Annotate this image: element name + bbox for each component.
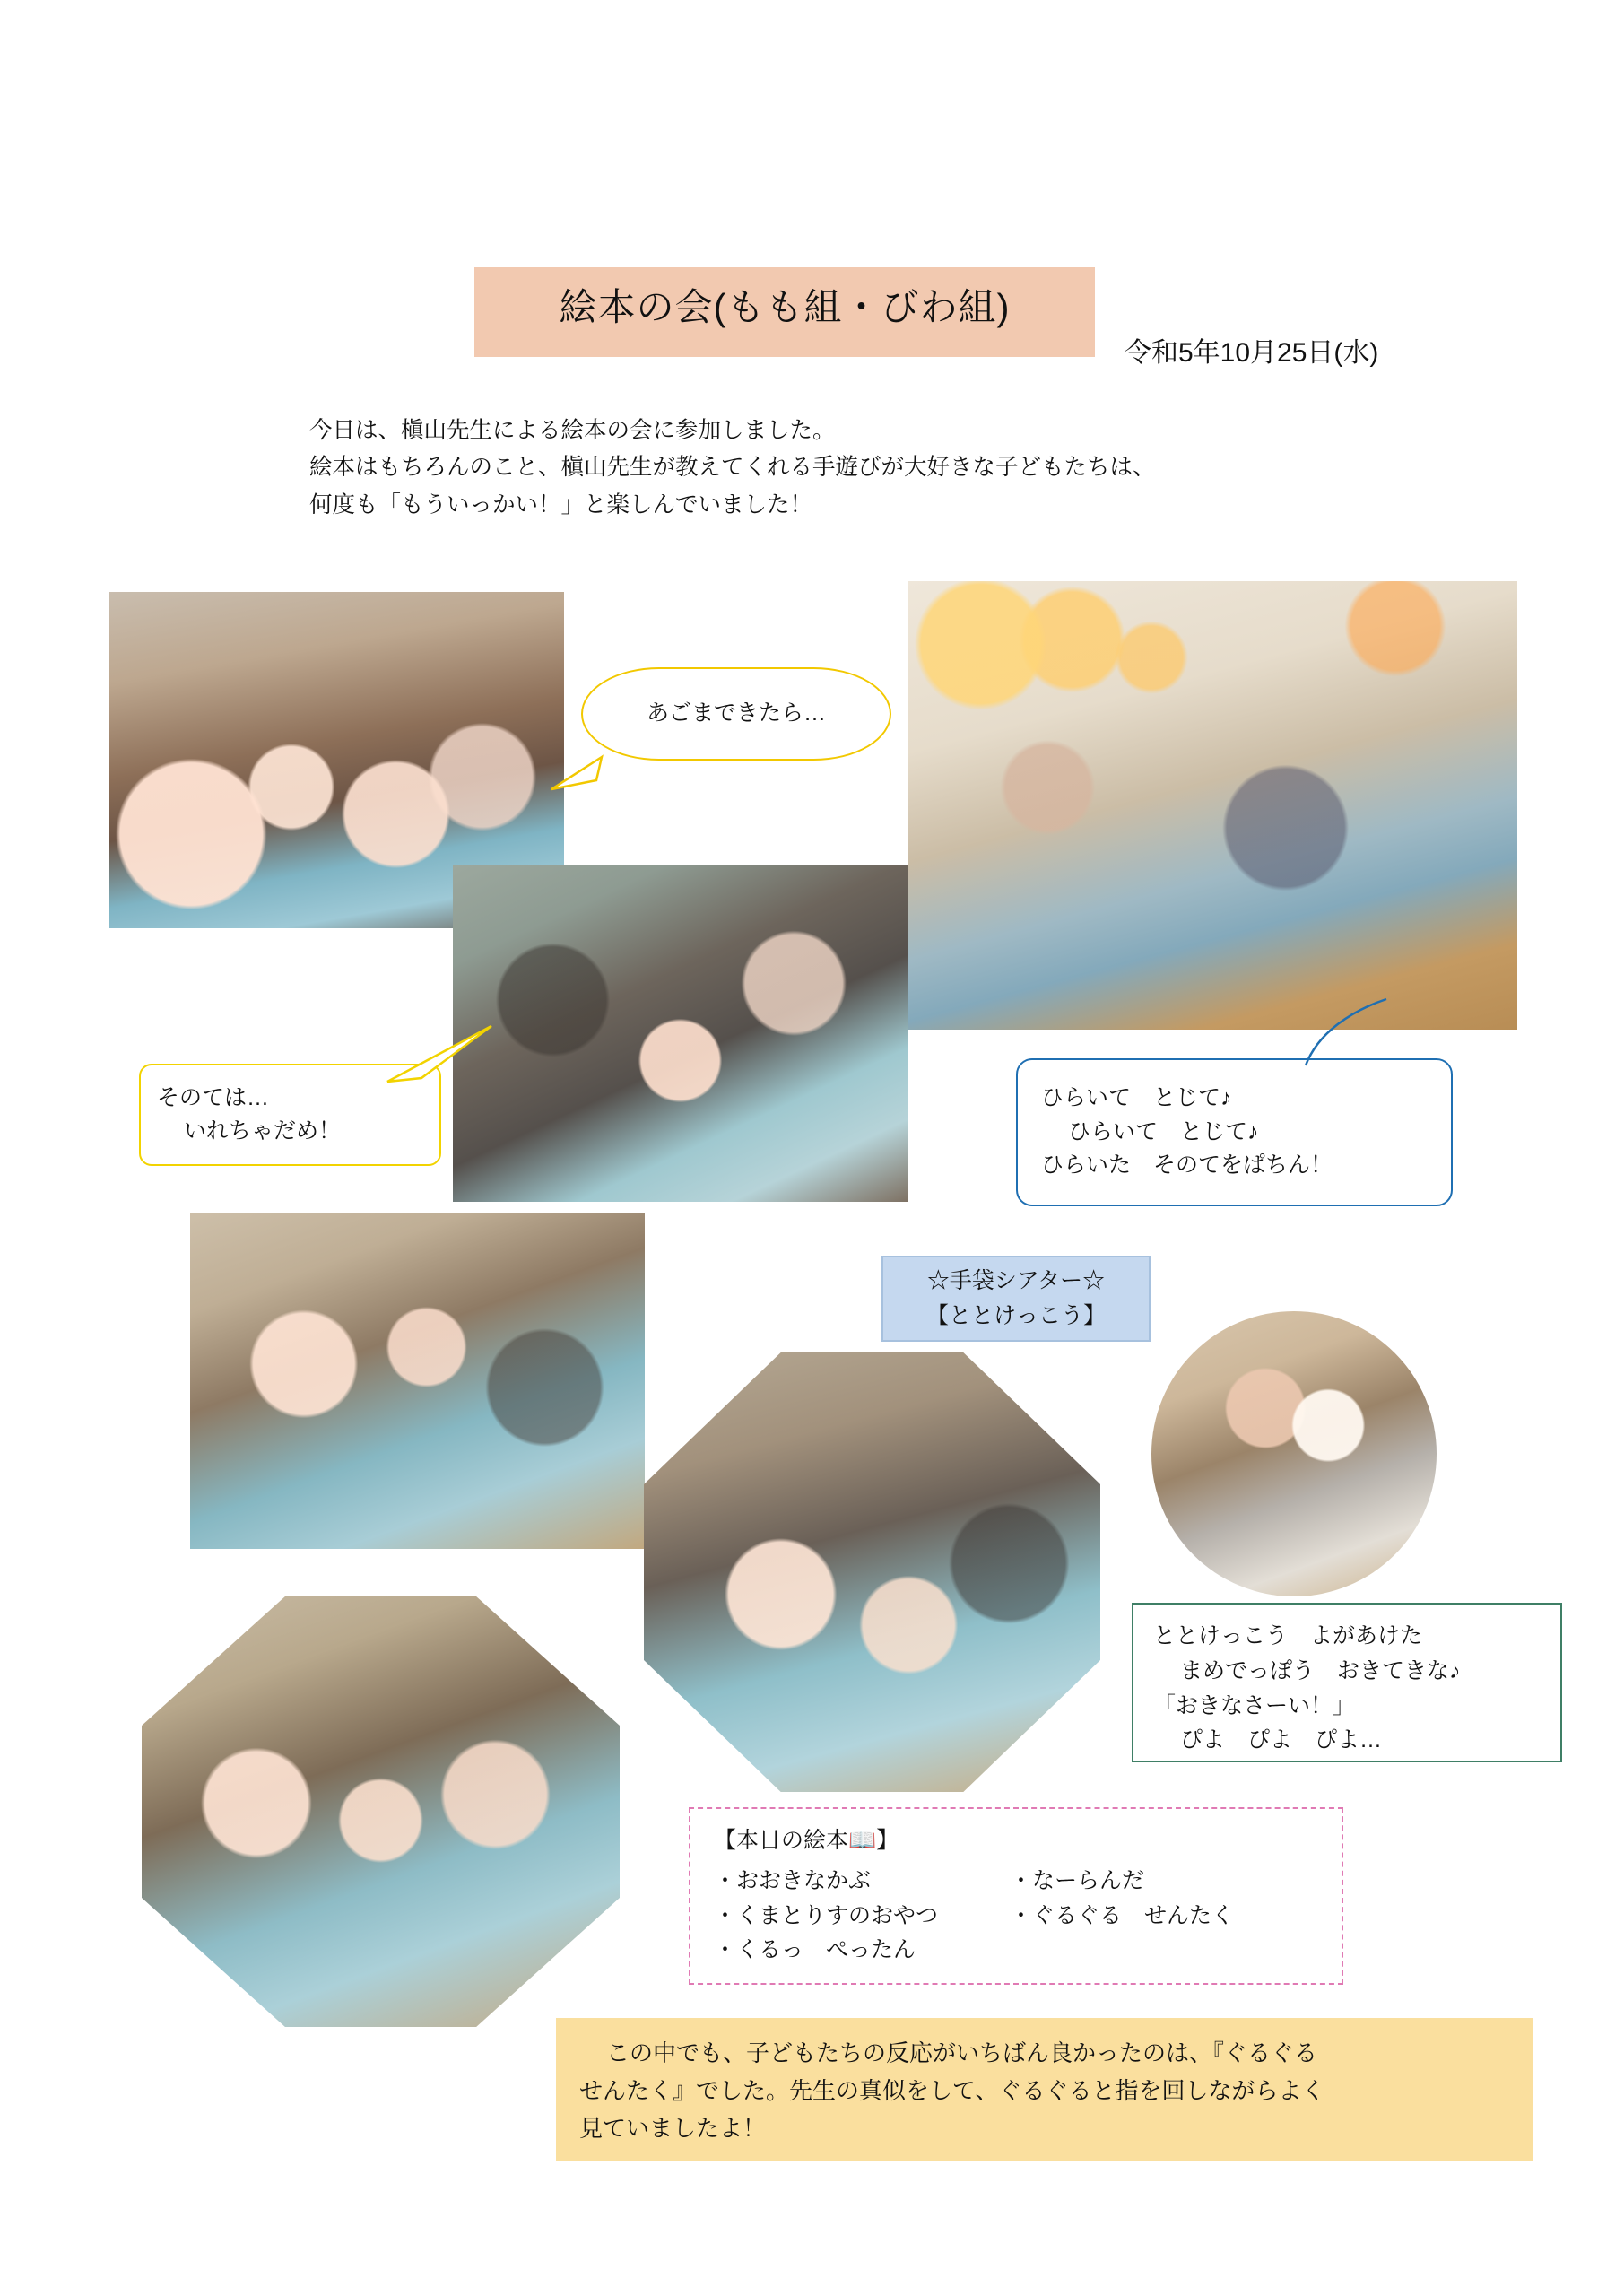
picture-book-item: ・くまとりすのおやつ (714, 1902, 939, 1928)
speech-bubble-hiraite (1016, 1058, 1453, 1206)
todays-picture-books-box (689, 1807, 1343, 1985)
speech-bubble-hiraite-tail-icon (1300, 996, 1390, 1067)
totokekko-song-box (1132, 1603, 1562, 1762)
speech-bubble-hiraite-line-1: ひらいて とじて♪ (1041, 1085, 1232, 1111)
summary-box (556, 2018, 1533, 2161)
picture-book-item: ・なーらんだ (1010, 1867, 1145, 1893)
summary-line-2: せんたく』でした。先生の真似をして、ぐるぐると指を回しながらよく (579, 2077, 1325, 2105)
page-title: 絵本の会(もも組・びわ組) (559, 286, 1011, 328)
speech-bubble-sonote-tail-icon (386, 1022, 493, 1085)
photo-teacher-glove-puppets (1151, 1311, 1437, 1596)
picture-books-row-3 (714, 1933, 1318, 1968)
intro-line-3: 何度も「もういっかい！」と楽しんでいました！ (309, 491, 813, 517)
intro-line-1: 今日は、槇山先生による絵本の会に参加しました。 (309, 418, 836, 443)
photo-teacher-and-children-room (908, 581, 1517, 1030)
photo-children-lying-middle (453, 865, 908, 1202)
speech-bubble-sonote-line-1: そのては… (157, 1084, 270, 1110)
speech-bubble-ago-tail-icon (550, 753, 604, 791)
summary-line-3: 見ていましたよ！ (579, 2115, 767, 2143)
glove-theater-box (881, 1256, 1151, 1342)
speech-bubble-hiraite-line-2: ひらいて とじて♪ (1068, 1118, 1259, 1144)
picture-book-item: ・ぐるぐる せんたく (1010, 1902, 1235, 1928)
picture-books-title: 【本日の絵本📖】 (714, 1828, 899, 1853)
picture-book-item: ・おおきなかぶ (714, 1867, 872, 1893)
picture-book-item (1010, 1933, 1306, 1968)
totokekko-line-3: 「おきなさーい！」 (1153, 1692, 1356, 1718)
glove-theater-line-1: ☆手袋シアター☆ (926, 1268, 1106, 1294)
photo-children-group-octagon (644, 1352, 1100, 1792)
speech-bubble-hiraite-line-3: ひらいた そのてをぱちん！ (1041, 1152, 1333, 1178)
photo-children-clapping (190, 1213, 645, 1549)
totokekko-line-2: まめでっぽう おきてきな♪ (1180, 1657, 1461, 1683)
totokekko-line-4: ぴよ ぴよ ぴよ… (1180, 1727, 1383, 1753)
speech-bubble-ago (581, 667, 891, 761)
totokekko-line-1: ととけっこう よがあけた (1153, 1623, 1423, 1648)
picture-book-item: ・くるっ ぺったん (714, 1937, 916, 1963)
document-date: 令和5年10月25日(水) (1125, 338, 1379, 368)
picture-books-row-1 (714, 1864, 1318, 1899)
speech-bubble-ago-text: あごまできたら… (646, 700, 826, 726)
summary-line-1: この中でも、子どもたちの反応がいちばん良かったのは、『ぐるぐる (606, 2039, 1318, 2066)
intro-paragraph (309, 413, 1475, 524)
speech-bubble-sonote-line-2: いれちゃだめ！ (184, 1118, 342, 1144)
picture-books-row-2 (714, 1899, 1318, 1934)
photo-children-group-bottom (142, 1596, 620, 2027)
intro-line-2: 絵本はもちろんのこと、槇山先生が教えてくれる手遊びが大好きな子どもたちは、 (309, 455, 1156, 481)
glove-theater-line-2: 【ととけっこう】 (925, 1303, 1106, 1328)
